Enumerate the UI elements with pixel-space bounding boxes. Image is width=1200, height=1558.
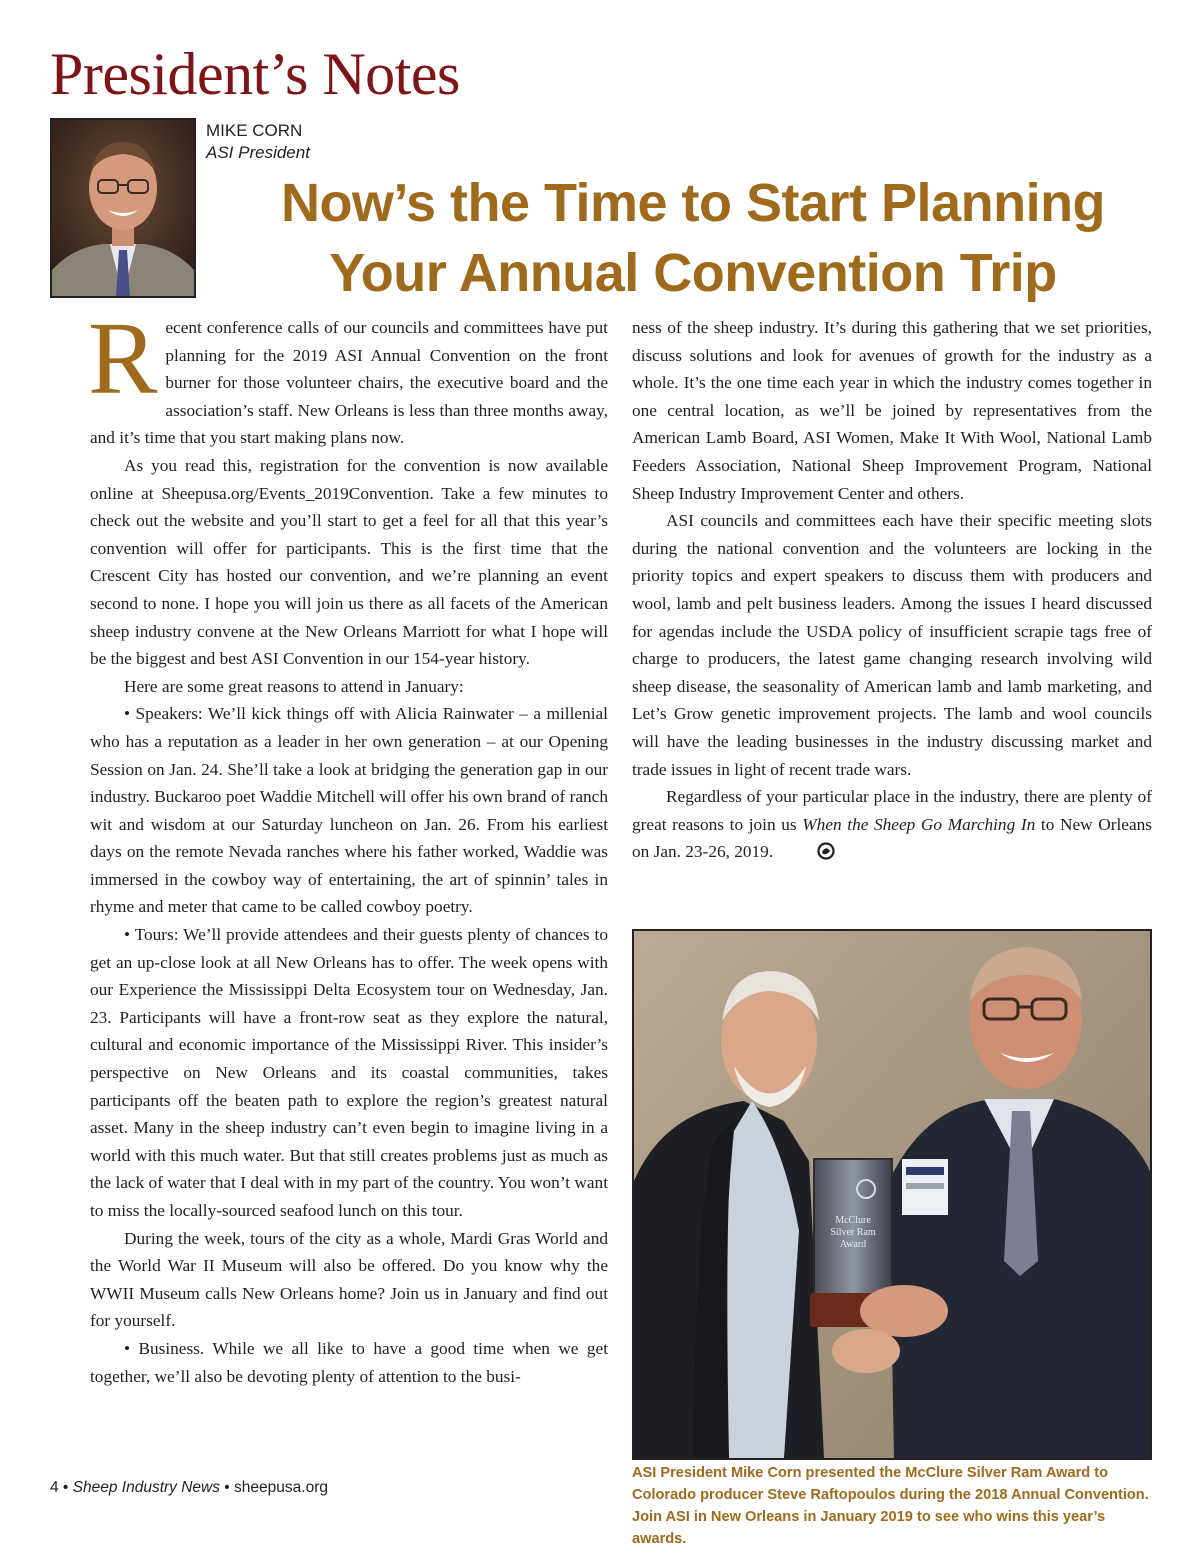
paragraph: As you read this, registration for the convention is now available online at Sheepusa.org/Events_2019Convention. Take a few minutes to check out the website and you’ll start to get a feel for all that this year’s convention will offer for participants. This is the first time that the Crescent City has hosted our convention, and we’re planning an event second to none. I hope you will join us there as all facets of the American sheep industry convene at the New Orleans Marriott for what I hope will be the biggest and best ASI Convention in our 154-year history.	[90, 455, 608, 669]
headline	[208, 168, 1178, 308]
paragraph: • Business. While we all like to have a good time when we get together, we’ll also be devoting plenty of attention to the busi-	[90, 1338, 608, 1386]
author-portrait	[50, 118, 196, 298]
plaque-line-2: Silver Ram	[830, 1227, 876, 1238]
award-photo	[632, 929, 1152, 1460]
paragraph: • Tours: We’ll provide attendees and their guests plenty of chances to get an up-close look at all New Orleans has to offer. The week opens with our Experience the Mississippi Delta Ecosystem tour on Wednesday, Jan. 23. Participants will have a front-row seat as they explore the natural, cultural and economic importance of the Mississippi River. This insider’s perspective on New Orleans and its coastal communities, takes participants off the beaten path to explore the region’s greatest natural asset. Many in the sheep industry can’t even begin to imagine living in a world with this much water. But that still creates problems just as much as the lack of water that I deal with in my part of the country. You won’t want to miss the locally-sourced seafood lunch on this tour.	[90, 925, 608, 1220]
headline-line-1: Now’s the Time to Start Planning	[280, 173, 1106, 233]
author-role: ASI President	[206, 143, 310, 162]
paragraph: • Speakers: We’ll kick things off with Alicia Rainwater – a millenial who has a reputation as a leader in her own generation – at our Opening Session on Jan. 24. She’ll take a look at bridging the generation gap in our industry. Buckaroo poet Waddie Mitchell will offer his own brand of ranch wit and wisdom at our Saturday luncheon on Jan. 26. From his earliest days on the remote Nevada ranches where his father worked, Waddie was immersed in the cowboy way of entertaining, the art of spinnin’ tales in rhyme and meter that came to be called cowboy poetry.	[90, 704, 608, 917]
paragraph: ness of the sheep industry. It’s during this gathering that we set priorities, discuss solutions and look for avenues of growth for the industry as a whole. It’s the one time each year in which the industry comes together in one central location, as we’ll be joined by representatives from the American Lamb Board, ASI Women, Make It With Wool, National Lamb Feeders Association, National Sheep Improvement Program, National Sheep Industry Improvement Center and others.	[632, 318, 1152, 503]
photo-caption: ASI President Mike Corn presented the McClure Silver Ram Award to Colorado producer Steve Raftopoulos during the 2018 Annual Convention. Join ASI in New Orleans in January 2019 to see who wins this year’s awards.	[632, 1465, 1149, 1547]
section-title: President’s Notes	[50, 41, 460, 107]
author-byline	[206, 120, 310, 164]
paragraph: ASI councils and committees each have their specific meeting slots during the national convention and the volunteers are locking in the priority topics and expert speakers to discuss them with producers and wool, lamb and pelt business leaders. Among the issues I heard discussed for agendas include the USDA policy of insufficient scrapie tags free of charge to producers, the latest game changing research involving wild sheep disease, the seasonality of American lamb and lamb marketing, and Let’s Grow genetic improvement projects. The lamb and wool councils will have the leading businesses in the industry discussing market and trade issues in light of recent trade wars.	[632, 511, 1152, 779]
paragraph: Recent conference calls of our councils and committees have put planning for the 2019 ASI Annual Convention on the front burner for those volunteer chairs, the executive board and the association’s staff. New Orleans is less than three months away, and it’s time that you start making plans now.	[88, 301, 608, 448]
author-name: MIKE CORN	[206, 121, 303, 140]
website: sheepusa.org	[234, 1479, 328, 1496]
drop-cap: R	[88, 301, 158, 416]
plaque-line-3: Award	[839, 1239, 867, 1250]
page-footer: 4 • Sheep Industry News • sheepusa.org	[50, 1479, 328, 1496]
headline-line-2: Your Annual Convention Trip	[329, 243, 1057, 303]
paragraph: Here are some great reasons to attend in January:	[124, 676, 464, 696]
page-number: 4	[50, 1479, 59, 1496]
article-right-column	[632, 314, 1152, 869]
article-left-column	[88, 301, 608, 1390]
publication-name: Sheep Industry News	[72, 1479, 220, 1496]
plaque-line-1: McClure	[835, 1215, 871, 1226]
asi-end-mark-icon	[783, 841, 835, 869]
paragraph: During the week, tours of the city as a whole, Mardi Gras World and the World War II Museum will also be offered. Do you know why the WWII Museum calls New Orleans home? Join us in January and find out for yourself.	[90, 1228, 608, 1331]
closing-paragraph: Regardless of your particular place in the industry, there are plenty of great reasons to join us When the Sheep Go Marching In to New Orleans on Jan. 23-26, 2019.	[632, 783, 1152, 869]
